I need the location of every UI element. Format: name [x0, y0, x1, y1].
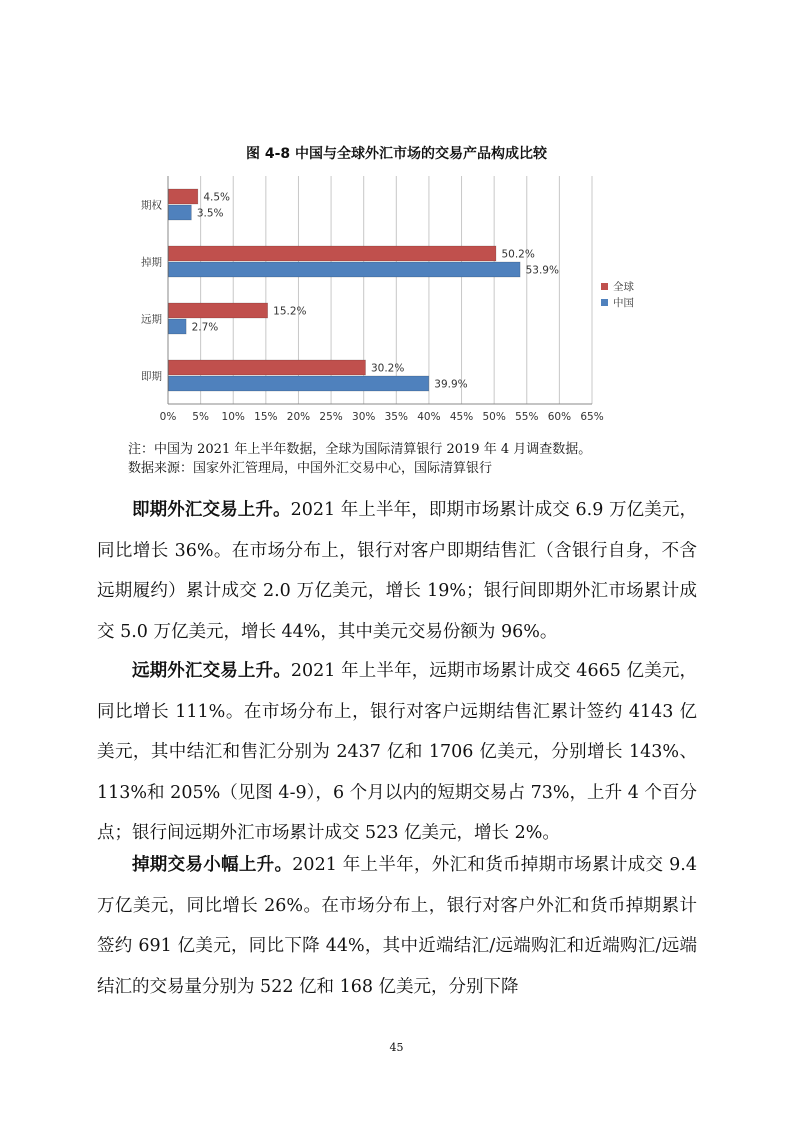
x-tick-label: 15% — [254, 411, 278, 423]
x-tick-label: 40% — [417, 411, 441, 423]
x-tick-label: 20% — [286, 411, 311, 423]
data-label: 3.5% — [196, 207, 224, 220]
x-tick-label: 30% — [352, 411, 376, 423]
category-label: 期权 — [141, 199, 162, 212]
data-label: 50.2% — [501, 248, 535, 261]
bar-global — [169, 303, 268, 318]
page-number: 45 — [389, 1041, 404, 1054]
figure-note: 注：中国为 2021 年上半年数据，全球为国际清算银行 2019 年 4 月调查数据。 — [128, 442, 592, 457]
bar-global — [169, 360, 366, 375]
x-tick-label: 65% — [580, 411, 604, 423]
data-label: 39.9% — [434, 378, 468, 391]
paragraph-forward — [97, 651, 697, 854]
x-tick-label: 50% — [482, 411, 506, 423]
data-label: 15.2% — [273, 305, 307, 318]
paragraph-lead: 远期外汇交易上升。 — [132, 661, 291, 681]
data-label: 53.9% — [525, 264, 559, 277]
bar-global — [169, 246, 496, 261]
paragraph-spot — [97, 490, 697, 652]
x-tick-label: 10% — [221, 411, 245, 423]
x-tick-label: 35% — [384, 411, 408, 423]
legend-label: 全球 — [613, 281, 634, 293]
paragraph-text: 2021 年上半年，即期市场累计成交 6.9 万亿美元，同比增长 36%。在市场分布上，银行对客户即期结售汇（含银行自身，不含远期履约）累计成交 2.0 万亿美元，增长 19%；银行间即期外汇市场累计成交 5.0 万亿美元，增长 44%，其中美元交易份额为 96%。 — [97, 500, 698, 642]
category-label: 即期 — [141, 370, 162, 383]
x-tick-label: 25% — [319, 411, 343, 423]
paragraph-swap — [97, 845, 697, 1007]
paragraph-text: 2021 年上半年，外汇和货币掉期市场累计成交 9.4 万亿美元，同比增长 26%。在市场分布上，银行对客户外汇和货币掉期累计签约 691 亿美元，同比下降 44%，其中近端结汇/远端购汇和近端购汇/远端结汇的交易量分别为 522 亿和 168 亿美元，分别下降 — [97, 855, 697, 997]
category-label: 远期 — [141, 313, 162, 326]
bar-china — [169, 262, 521, 277]
legend-swatch — [601, 299, 608, 306]
x-tick-label: 0% — [159, 411, 177, 423]
data-label: 30.2% — [370, 362, 405, 375]
data-label: 2.7% — [191, 321, 219, 334]
bar-china — [169, 376, 429, 391]
bar-china — [169, 319, 187, 334]
data-label: 4.5% — [203, 191, 231, 204]
x-tick-label: 45% — [449, 411, 474, 423]
category-label: 掉期 — [141, 256, 162, 269]
figure-title: 图 4-8 中国与全球外汇市场的交易产品构成比较 — [245, 146, 548, 162]
figure-notes — [128, 440, 728, 478]
figure-source: 数据来源：国家外汇管理局，中国外汇交易中心，国际清算银行 — [128, 461, 493, 476]
bar-global — [169, 189, 198, 204]
paragraph-text: 2021 年上半年，远期市场累计成交 4665 亿美元，同比增长 111%。在市场分布上，银行对客户远期结售汇累计签约 4143 亿美元，其中结汇和售汇分别为 2437 亿和 1706 亿美元，分别增长 143%、113%和 205%（见图 4-9），6 个月以内的短期交易占 73%，上升 4 个百分点；银行间远期外汇市场累计成交 523 亿美元，增长 2%。 — [97, 661, 698, 843]
x-tick-label: 55% — [515, 411, 539, 423]
bar-china — [169, 205, 192, 220]
x-tick-label: 60% — [547, 411, 572, 423]
paragraph-lead: 即期外汇交易上升。 — [132, 500, 291, 520]
x-tick-label: 5% — [192, 411, 209, 423]
bar-chart — [130, 172, 650, 434]
legend-label: 中国 — [613, 297, 634, 309]
paragraph-lead: 掉期交易小幅上升。 — [132, 855, 293, 875]
legend-swatch — [601, 283, 608, 290]
